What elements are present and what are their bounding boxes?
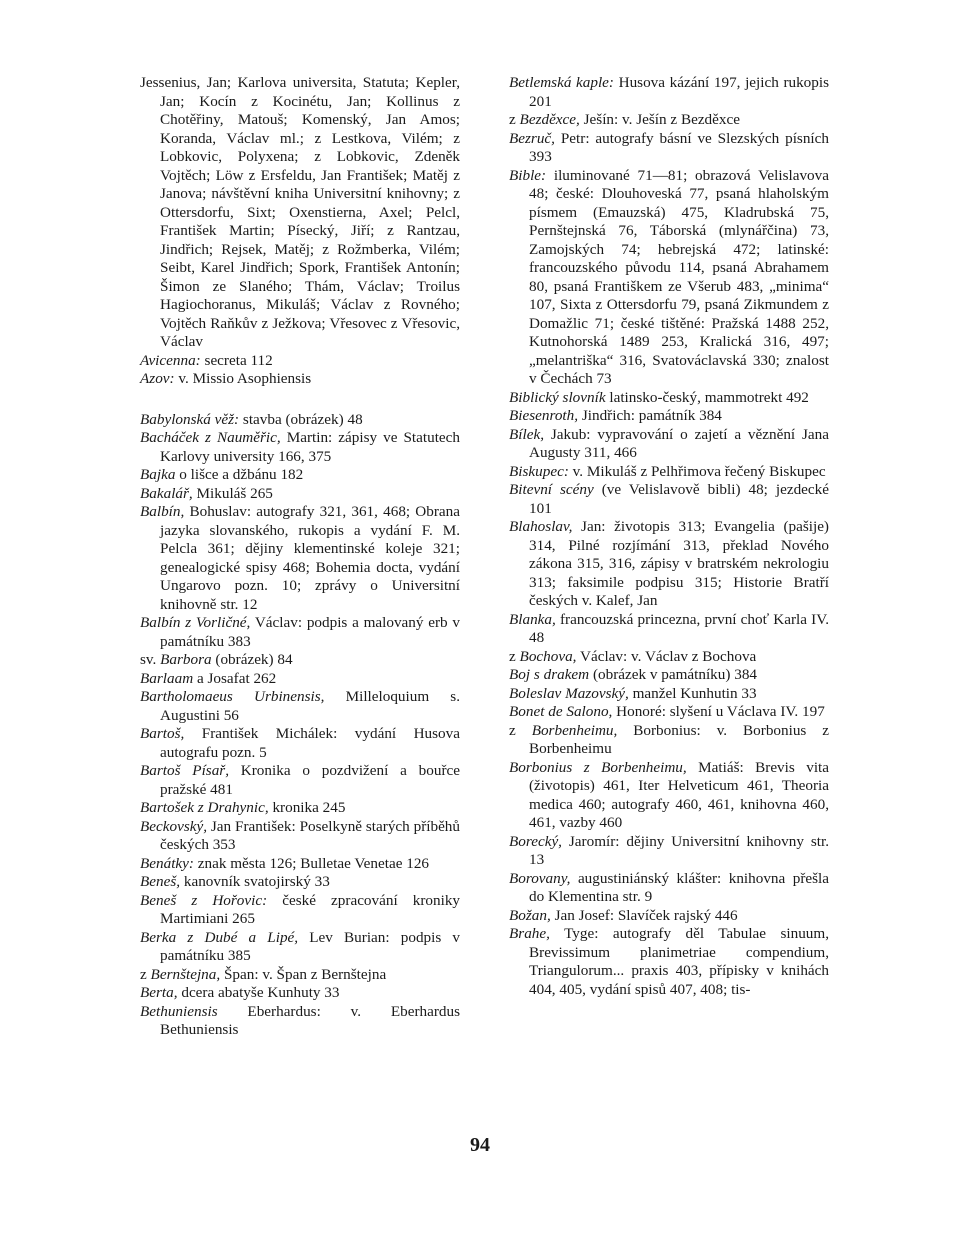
entry-text: Jessenius, Jan; Karlova universita, Statuta; Kepler, Jan; Kocín z Kocinétu, Jan; Kollinus z Chotěřiny, Matouš; Komenský, Jan Amos; Koranda, Václav ml.; z Lestkova, Vilém; z Lobkovic, Polyxena; z Lobkovic, Zdeněk Vojtěch; Löw z Ersfeldu, Jan František; Matěj z Janova; návštěvní kniha Universitní knihovny; z Ottersdorfu, Sixt; Oxenstierna, Axel; Pelcl, František Martin; Písecký, Jiří; z Rantzau, Jindřich; Rejsek, Matěj; z Rožmberka, Vilém; Seibt, Karel Jindřich; Spork, František Antonín; Šimon ze Slaného; Thám, Václav; Troilus Hagiochoranus, Mikuláš; Václav z Rovného; Vojtěch Raňkův z Ježkova; Vřesovec z Vřesovic, Václav [140, 74, 460, 350]
index-entry [140, 429, 460, 466]
entry-text: Ješín: v. Ješín z Bezděxce [579, 111, 740, 128]
entry-text: manžel Kunhutin 33 [628, 684, 757, 702]
index-entry [140, 651, 460, 670]
index-entry [140, 466, 460, 485]
entry-headword: Bitevní scény [509, 481, 594, 498]
entry-text: latinsko-český, mammotrekt 492 [605, 388, 809, 406]
entry-headword: Borbenheimu, [531, 721, 618, 739]
entry-headword: Biskupec: [509, 462, 569, 480]
entry-text: Jan Josef: Slavíček rajský 446 [550, 906, 738, 924]
entry-headword: Biblický slovník [509, 388, 606, 406]
entry-headword: Bartholomaeus Urbinensis, [140, 688, 325, 705]
entry-text: František Michálek: vydání Husova autografu pozn. 5 [160, 725, 460, 761]
index-entry [140, 485, 460, 504]
entry-text: (obrázek) 84 [211, 651, 293, 668]
index-entry [140, 688, 460, 725]
entry-text: iluminované 71—81; obrazová Velislavova 48; české: Dlouhoveská 77, psaná hlaholským písmem (Emauzská) 475, Kladrubská 75, Pernštejnská 76, Táborská (mlynářčina) 73, Zamojských 74; hebrejská 472; latinské: francouzského původu 114, psaná Abrahamem 80, psaná Františkem ze Všerub 483, „minima“ 107, Sixta z Ottersdorfu 79, psaná Zikmundem z Domažlic 71; české tištěné: Pražská 1488 252, Kutnohorská 1489 253, Kralická 316, 497; „melantriška“ 316, Svatováclavská 330; znalost v Čechách 73 [529, 166, 829, 387]
entry-text: Tyge: autografy děl Tabulae sinuum, Brevissimum planimetriae compendium, Triangulorum... praxis 403, přípisky v knihách 404, 405, vydání spisů 407, 408; tis- [529, 925, 829, 998]
index-entry [140, 411, 460, 430]
index-entry [140, 762, 460, 799]
entry-headword: Azov: [140, 370, 175, 387]
entry-text: (obrázek v památníku) 384 [589, 666, 758, 683]
entry-text: Jaromír: dějiny Universitní knihovny str. 13 [529, 832, 829, 868]
index-entry [140, 670, 460, 689]
index-entry [509, 518, 829, 611]
entry-headword: Barbora [160, 651, 212, 668]
entry-text: (ve Velislavově bibli) 48; jezdecké 101 [529, 481, 829, 517]
entry-text: secreta 112 [200, 351, 273, 369]
entry-text: a Josafat 262 [193, 669, 277, 687]
index-entry [509, 870, 829, 907]
entry-prefix: z [140, 965, 151, 983]
entry-headword: Bernštejna, [150, 965, 221, 983]
entry-headword: Blanka, [509, 610, 556, 628]
entry-text: Bohuslav: autografy 321, 361, 468; Obrana jazyka slovanského, rukopis a vydání F. M. Pelcla 361; dějiny klementinské koleje 321; genealogické spisy 468; Bohemia docta, vydání Ungarovo pozn. 10; zprávy o Universitní knihovně str. 12 [160, 503, 460, 613]
index-entry [509, 833, 829, 870]
index-entry [509, 74, 829, 111]
entry-headword: Blahoslav, [509, 518, 573, 535]
index-entry [140, 929, 460, 966]
entry-headword: Beneš z Hořovic: [140, 891, 268, 909]
index-entry [509, 463, 829, 482]
entry-headword: Bible: [509, 166, 547, 184]
entry-headword: Božan, [509, 906, 551, 924]
entry-headword: Boleslav Mazovský, [509, 684, 629, 702]
entry-headword: Brahe, [509, 925, 550, 942]
entry-text: kronika 245 [268, 799, 346, 816]
entry-headword: Bajka [140, 466, 176, 483]
entry-text: augustiniánský klášter: knihovna přešla do Klementina str. 9 [529, 869, 829, 905]
entry-text: Husova kázání 197, jejich rukopis 201 [529, 74, 830, 110]
entry-text: v. Mikuláš z Pelhřimova řečený Biskupec [568, 462, 826, 480]
entry-headword: Bílek, [509, 425, 544, 443]
index-entry [140, 984, 460, 1003]
entry-headword: Boj s drakem [509, 666, 590, 683]
entry-headword: Benátky: [140, 854, 194, 872]
index-entry [140, 966, 460, 985]
entry-headword: Betlemská kaple: [509, 74, 614, 91]
entry-text: české zpracování kroniky Martimiani 265 [160, 891, 461, 927]
page-number: 94 [470, 1134, 490, 1156]
entry-text: znak města 126; Bulletae Venetae 126 [193, 854, 430, 872]
entry-headword: Berta, [140, 984, 178, 1001]
index-entry [140, 1003, 460, 1040]
entry-text: Mikuláš 265 [192, 484, 273, 502]
entry-prefix: z [509, 721, 532, 739]
index-entry [509, 426, 829, 463]
entry-headword: Balbín, [140, 503, 185, 520]
index-entry [509, 611, 829, 648]
entry-text: Jan: životopis 313; Evangelia (pašije) 314, Pilné rozjímání 313, překlad Nového zákona 315, 316, zápisy v bratrském nekrologiu 313; faksimile podpisu 315; Historie Bratří českých v. Kalef, Jan [529, 518, 829, 609]
entry-prefix: z [509, 111, 520, 128]
entry-text: Martin: zápisy ve Statutech Karlovy university 166, 375 [160, 429, 460, 465]
entry-headword: Bakalář, [140, 484, 193, 502]
index-entry [509, 703, 829, 722]
entry-headword: Barlaam [140, 669, 194, 687]
index-entry [509, 167, 829, 389]
entry-headword: Bochova, [519, 647, 577, 665]
entry-headword: Bezděxce, [519, 111, 580, 128]
entry-text: Jindřich: památník 384 [578, 407, 722, 424]
index-entry [140, 352, 460, 371]
index-entry [140, 818, 460, 855]
index-entry [140, 614, 460, 651]
entry-text: v. Missio Asophiensis [174, 370, 312, 387]
entry-headword: Babylonská věž: [140, 410, 240, 428]
index-entry [509, 111, 829, 130]
entry-headword: Bacháček z Nauměřic, [140, 429, 281, 446]
index-entry [509, 925, 829, 999]
entry-prefix: z [509, 647, 520, 665]
entry-text: kanovník svatojirský 33 [180, 873, 330, 890]
entry-text: o lišce a džbánu 182 [175, 466, 304, 483]
entry-headword: Berka z Dubé a Lipé, [140, 928, 299, 946]
index-entry [509, 130, 829, 167]
entry-text: Milleloquium s. Augustini 56 [160, 688, 460, 724]
entry-headword: Borbonius z Borbenheimu, [509, 758, 687, 776]
entry-headword: Bethuniensis [140, 1002, 218, 1020]
index-entry [509, 648, 829, 667]
index-entry [140, 799, 460, 818]
entry-text: Honoré: slyšení u Václava IV. 197 [612, 703, 825, 720]
entry-text: Václav: v. Václav z Bochova [576, 647, 757, 665]
entry-headword: Bezruč, [509, 129, 555, 147]
entry-headword: Biesenroth, [509, 407, 579, 424]
entry-headword: Bartoš, [140, 725, 185, 742]
index-entry [509, 907, 829, 926]
entry-text: Eberhardus: v. Eberhardus Bethuniensis [160, 1002, 460, 1038]
index-entry [140, 503, 460, 614]
entry-headword: Balbín z Vorličné, [140, 614, 251, 631]
index-entry [140, 873, 460, 892]
entry-text: Borbonius: v. Borbonius z Borbenheimu [529, 721, 829, 757]
entry-text: stavba (obrázek) 48 [239, 410, 363, 428]
index-entry [140, 370, 460, 389]
index-entry [509, 666, 829, 685]
entry-headword: Bonet de Salono, [509, 703, 613, 720]
index-entry [140, 892, 460, 929]
entry-text: Kronika o pozdvižení a bouřce pražské 481 [160, 762, 460, 798]
index-entry [509, 722, 829, 759]
entry-headword: Avicenna: [140, 351, 201, 369]
index-entry [509, 759, 829, 833]
index-entry [509, 481, 829, 518]
entry-headword: Borecký, [509, 832, 562, 850]
index-entry [140, 74, 460, 352]
entry-prefix: sv. [140, 651, 161, 668]
index-column-right [509, 74, 829, 999]
entry-headword: Borovany, [509, 869, 571, 887]
index-entry [140, 725, 460, 762]
entry-text: dcera abatyše Kunhuty 33 [177, 984, 340, 1001]
section-gap [140, 389, 460, 411]
entry-text: Václav: podpis a malovaný erb v památníku 383 [160, 614, 460, 650]
index-entry [509, 407, 829, 426]
entry-text: Jakub: vypravování o zajetí a věznění Jana Augusty 311, 466 [529, 425, 829, 461]
index-entry [509, 389, 829, 408]
entry-headword: Bartošek z Drahynic, [140, 799, 269, 816]
index-entry [140, 855, 460, 874]
entry-text: Špan: v. Špan z Bernštejna [220, 965, 387, 983]
index-entry [509, 685, 829, 704]
entry-text: Matiáš: Brevis vita (životopis) 461, Iter Helveticum 461, Theoria medica 460; autografy 460, 461, knihovna 460, 461, vazby 460 [529, 758, 829, 831]
entry-headword: Bartoš Písař, [140, 762, 229, 779]
entry-text: Petr: autografy básní ve Slezských písních 393 [529, 129, 829, 165]
entry-text: francouzská princezna, první choť Karla IV. 48 [529, 610, 829, 646]
entry-text: Jan František: Poselkyně starých příběhů českých 353 [160, 817, 460, 853]
entry-headword: Beckovský, [140, 817, 208, 835]
entry-text: Lev Burian: podpis v památníku 385 [160, 928, 461, 964]
entry-headword: Beneš, [140, 873, 181, 890]
index-column-left [140, 74, 460, 1040]
